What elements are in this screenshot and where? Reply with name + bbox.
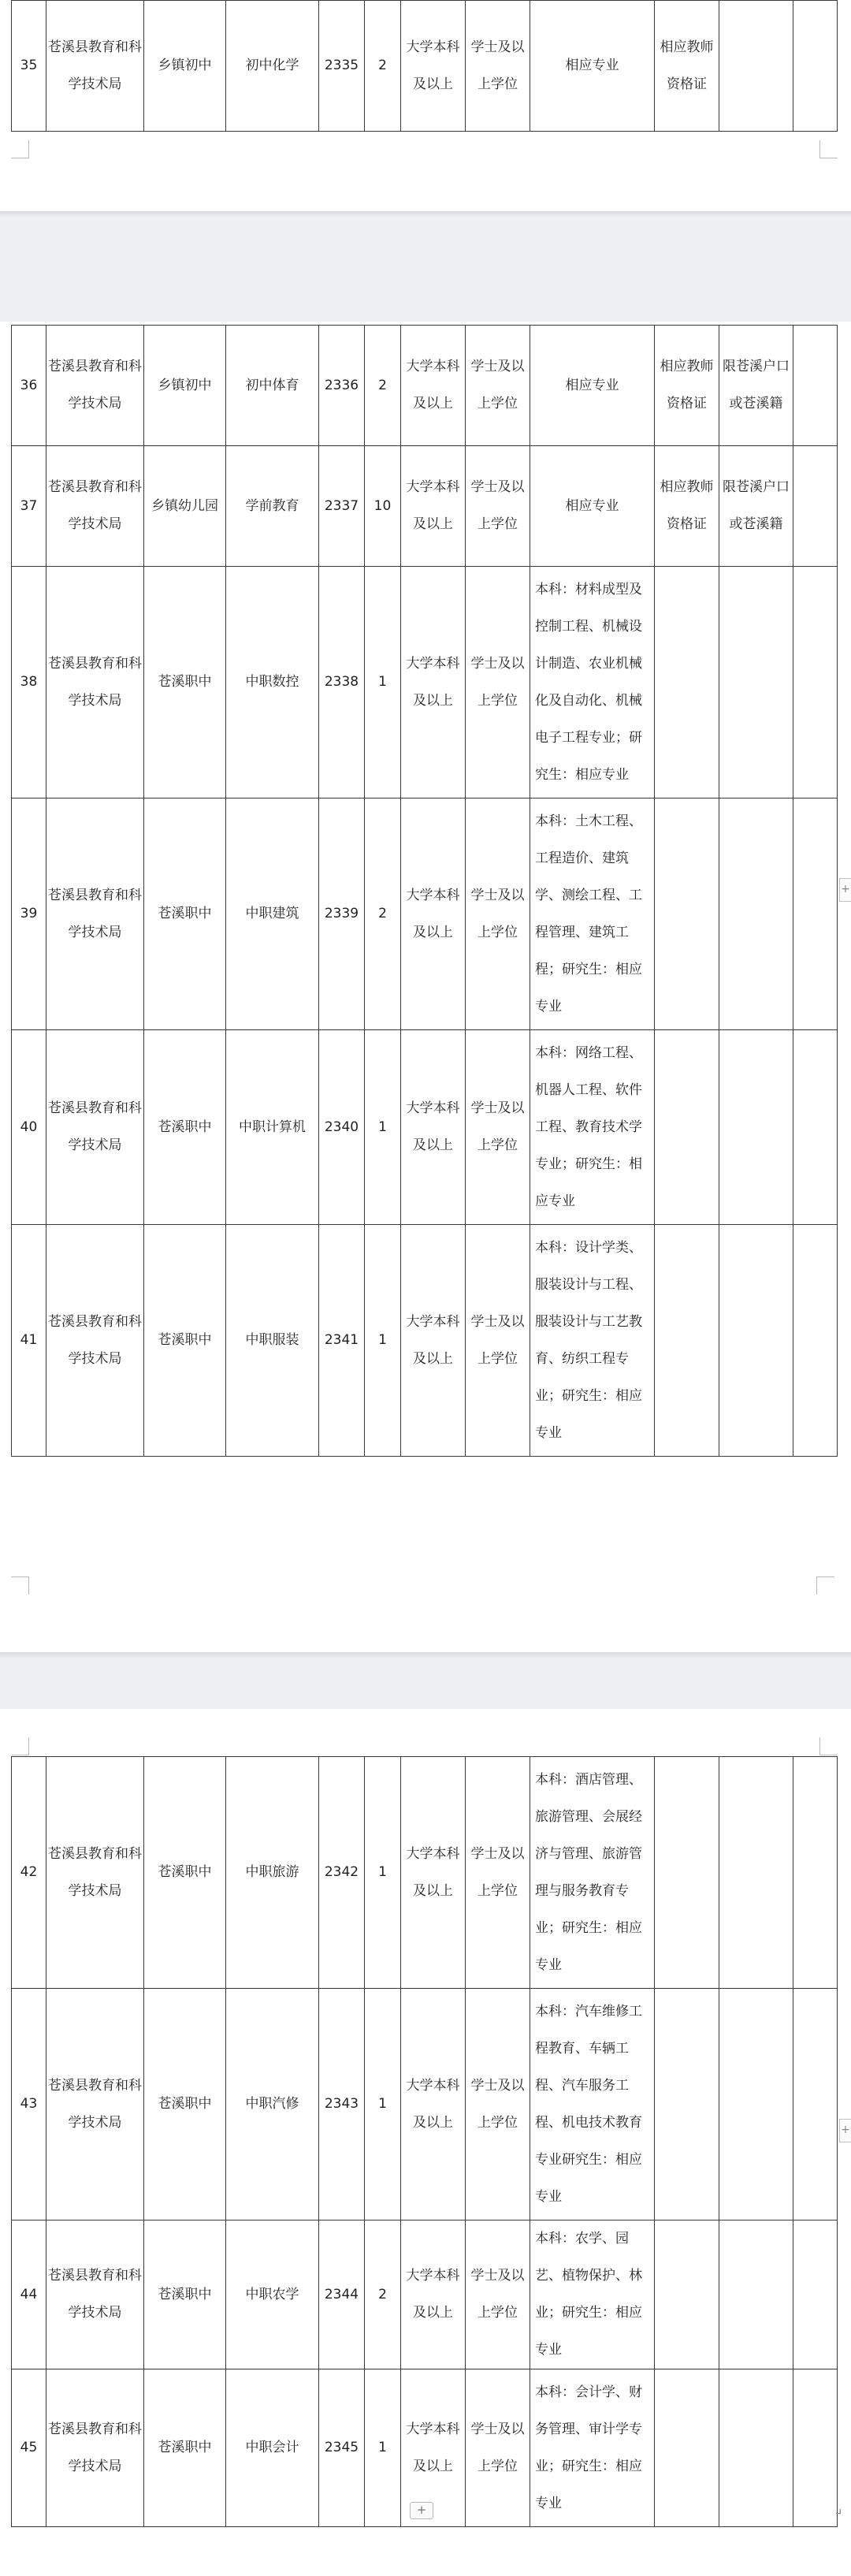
cell-count[interactable]: 10 [365,446,401,567]
cell-other[interactable]: 限苍溪户口或苍溪籍 [719,326,793,446]
cell-blank[interactable] [793,2220,838,2369]
cell-department[interactable]: 苍溪县教育和科学技术局 [46,1757,144,1989]
cell-count[interactable]: 2 [365,326,401,446]
cell-number[interactable]: 45 [12,2369,46,2527]
job-table [11,325,838,1457]
cell-count[interactable]: 1 [365,1225,401,1457]
cell-count[interactable]: 2 [365,2220,401,2369]
cell-certificate[interactable] [655,1989,719,2220]
cell-blank[interactable] [793,446,838,567]
cell-major[interactable]: 相应专业 [530,326,655,446]
cell-code[interactable]: 2340 [319,1030,365,1225]
cell-code[interactable]: 2344 [319,2220,365,2369]
cell-education[interactable]: 大学本科及以上 [401,1757,466,1989]
cell-post[interactable]: 中职建筑 [226,798,319,1030]
cell-department[interactable]: 苍溪县教育和科学技术局 [46,1989,144,2220]
job-table [11,1756,838,2527]
cell-certificate[interactable]: 相应教师资格证 [655,1,719,132]
cell-count[interactable]: 2 [365,798,401,1030]
cell-degree[interactable]: 学士及以上学位 [466,326,530,446]
cell-unit[interactable]: 苍溪职中 [144,1225,226,1457]
cell-certificate[interactable] [655,1757,719,1989]
cell-code[interactable]: 2343 [319,1989,365,2220]
cell-post[interactable]: 中职计算机 [226,1030,319,1225]
cell-unit[interactable]: 苍溪职中 [144,798,226,1030]
add-column-button[interactable]: + [839,878,851,902]
page-corner-mark [11,1576,29,1595]
cell-number[interactable]: 38 [12,567,46,798]
cell-code[interactable]: 2339 [319,798,365,1030]
cell-blank[interactable] [793,1757,838,1989]
cell-degree[interactable]: 学士及以上学位 [466,1989,530,2220]
cell-major[interactable]: 本科：汽车维修工程教育、车辆工程、汽车服务工程、机电技术教育专业研究生：相应专业 [530,1989,655,2220]
table-row [12,567,838,798]
cell-blank[interactable] [793,2369,838,2527]
table-row [12,446,838,567]
cell-education[interactable]: 大学本科及以上 [401,2369,466,2527]
cell-count[interactable]: 1 [365,2369,401,2527]
cell-degree[interactable]: 学士及以上学位 [466,798,530,1030]
cell-unit[interactable]: 苍溪职中 [144,567,226,798]
page-corner-mark [816,1576,834,1595]
cell-unit[interactable]: 苍溪职中 [144,2369,226,2527]
page-corner-mark [819,1737,838,1755]
cell-major[interactable]: 本科：网络工程、机器人工程、软件工程、教育技术学专业；研究生：相应专业 [530,1030,655,1225]
document-page-1 [0,0,851,211]
table-row [12,2220,838,2369]
document-page-2 [0,322,851,1652]
cell-degree[interactable]: 学士及以上学位 [466,567,530,798]
cell-education[interactable]: 大学本科及以上 [401,1,466,132]
table-row [12,1757,838,1989]
job-table [11,0,838,132]
cell-education[interactable]: 大学本科及以上 [401,798,466,1030]
cell-education[interactable]: 大学本科及以上 [401,446,466,567]
cell-blank[interactable] [793,1225,838,1457]
cell-post[interactable]: 中职数控 [226,567,319,798]
cell-blank[interactable] [793,567,838,798]
cell-unit[interactable]: 苍溪职中 [144,1989,226,2220]
page-corner-mark [11,1737,29,1755]
cell-code[interactable]: 2338 [319,567,365,798]
cell-other[interactable]: 限苍溪户口或苍溪籍 [719,446,793,567]
cell-code[interactable]: 2342 [319,1757,365,1989]
cell-department[interactable]: 苍溪县教育和科学技术局 [46,1225,144,1457]
cell-blank[interactable] [793,798,838,1030]
cell-other[interactable] [719,567,793,798]
cell-blank[interactable] [793,1,838,132]
cell-certificate[interactable] [655,1225,719,1457]
cell-number[interactable]: 37 [12,446,46,567]
table-row [12,1030,838,1225]
cell-number[interactable]: 40 [12,1030,46,1225]
cell-department[interactable]: 苍溪县教育和科学技术局 [46,567,144,798]
cell-department[interactable]: 苍溪县教育和科学技术局 [46,326,144,446]
cell-count[interactable]: 1 [365,1030,401,1225]
cell-code[interactable]: 2341 [319,1225,365,1457]
table-row [12,1989,838,2220]
cell-unit[interactable]: 乡镇初中 [144,1,226,132]
cell-department[interactable]: 苍溪县教育和科学技术局 [46,2220,144,2369]
cell-blank[interactable] [793,1989,838,2220]
cell-post[interactable]: 中职汽修 [226,1989,319,2220]
cell-degree[interactable]: 学士及以上学位 [466,446,530,567]
cell-post[interactable]: 初中体育 [226,326,319,446]
cell-other[interactable] [719,1030,793,1225]
cell-certificate[interactable] [655,1030,719,1225]
cell-education[interactable]: 大学本科及以上 [401,567,466,798]
cell-certificate[interactable] [655,567,719,798]
cell-degree[interactable]: 学士及以上学位 [466,1,530,132]
cell-unit[interactable]: 苍溪职中 [144,1030,226,1225]
cell-education[interactable]: 大学本科及以上 [401,1225,466,1457]
cell-other[interactable] [719,798,793,1030]
cell-post[interactable]: 初中化学 [226,1,319,132]
cell-education[interactable]: 大学本科及以上 [401,1030,466,1225]
table-row [12,326,838,446]
cell-major[interactable]: 本科：材料成型及控制工程、机械设计制造、农业机械化及自动化、机械电子工程专业；研究生：相应专业 [530,567,655,798]
page-gap [0,211,851,322]
cell-count[interactable]: 1 [365,567,401,798]
cell-education[interactable]: 大学本科及以上 [401,1989,466,2220]
cell-department[interactable]: 苍溪县教育和科学技术局 [46,1,144,132]
cell-code[interactable]: 2335 [319,1,365,132]
cell-number[interactable]: 42 [12,1757,46,1989]
cell-certificate[interactable] [655,2220,719,2369]
document-page-3 [0,1709,851,2576]
cell-blank[interactable] [793,326,838,446]
cell-degree[interactable]: 学士及以上学位 [466,1030,530,1225]
cell-other[interactable] [719,2369,793,2527]
cell-major[interactable]: 本科：农学、园艺、植物保护、林业；研究生：相应专业 [530,2220,655,2369]
cell-certificate[interactable]: 相应教师资格证 [655,446,719,567]
cell-major[interactable]: 本科：设计学类、服装设计与工程、服装设计与工艺教育、纺织工程专业；研究生：相应专业 [530,1225,655,1457]
cell-number[interactable]: 35 [12,1,46,132]
cell-major[interactable]: 本科：酒店管理、旅游管理、会展经济与管理、旅游管理与服务教育专业；研究生：相应专业 [530,1757,655,1989]
table-row [12,798,838,1030]
cell-other[interactable] [719,1757,793,1989]
cell-certificate[interactable]: 相应教师资格证 [655,326,719,446]
cell-degree[interactable]: 学士及以上学位 [466,2369,530,2527]
cell-major[interactable]: 本科：会计学、财务管理、审计学专业；研究生：相应专业 [530,2369,655,2527]
table-row [12,1,838,132]
cell-post[interactable]: 中职旅游 [226,1757,319,1989]
cell-number[interactable]: 44 [12,2220,46,2369]
add-column-button[interactable]: + [839,2119,851,2142]
cell-unit[interactable]: 乡镇幼儿园 [144,446,226,567]
cell-certificate[interactable] [655,798,719,1030]
cell-department[interactable]: 苍溪县教育和科学技术局 [46,446,144,567]
cell-other[interactable] [719,1225,793,1457]
cell-unit[interactable]: 苍溪职中 [144,2220,226,2369]
cell-code[interactable]: 2337 [319,446,365,567]
cell-post[interactable]: 中职农学 [226,2220,319,2369]
cell-code[interactable]: 2345 [319,2369,365,2527]
page-corner-mark [11,140,29,158]
cell-degree[interactable]: 学士及以上学位 [466,1225,530,1457]
cell-major[interactable]: 相应专业 [530,1,655,132]
cell-post[interactable]: 中职服装 [226,1225,319,1457]
table-row [12,1225,838,1457]
cell-major[interactable]: 本科：土木工程、工程造价、建筑学、测绘工程、工程管理、建筑工程；研究生：相应专业 [530,798,655,1030]
cell-department[interactable]: 苍溪县教育和科学技术局 [46,1030,144,1225]
cell-degree[interactable]: 学士及以上学位 [466,1757,530,1989]
cell-code[interactable]: 2336 [319,326,365,446]
cell-other[interactable] [719,1,793,132]
cell-department[interactable]: 苍溪县教育和科学技术局 [46,798,144,1030]
cell-unit[interactable]: 乡镇初中 [144,326,226,446]
cell-degree[interactable]: 学士及以上学位 [466,2220,530,2369]
cell-post[interactable]: 中职会计 [226,2369,319,2527]
cell-certificate[interactable] [655,2369,719,2527]
cell-other[interactable] [719,2220,793,2369]
cell-count[interactable]: 2 [365,1,401,132]
cell-number[interactable]: 39 [12,798,46,1030]
cell-major[interactable]: 相应专业 [530,446,655,567]
cell-post[interactable]: 学前教育 [226,446,319,567]
cell-education[interactable]: 大学本科及以上 [401,326,466,446]
table-resize-handle[interactable]: ⌟ [835,2500,842,2517]
cell-other[interactable] [719,1989,793,2220]
cell-number[interactable]: 36 [12,326,46,446]
cell-blank[interactable] [793,1030,838,1225]
page-gap [0,1652,851,1709]
cell-number[interactable]: 41 [12,1225,46,1457]
cell-count[interactable]: 1 [365,1757,401,1989]
cell-unit[interactable]: 苍溪职中 [144,1757,226,1989]
add-row-button[interactable]: + [410,2502,433,2519]
cell-number[interactable]: 43 [12,1989,46,2220]
cell-count[interactable]: 1 [365,1989,401,2220]
page-corner-mark [819,140,838,158]
cell-department[interactable]: 苍溪县教育和科学技术局 [46,2369,144,2527]
cell-education[interactable]: 大学本科及以上 [401,2220,466,2369]
